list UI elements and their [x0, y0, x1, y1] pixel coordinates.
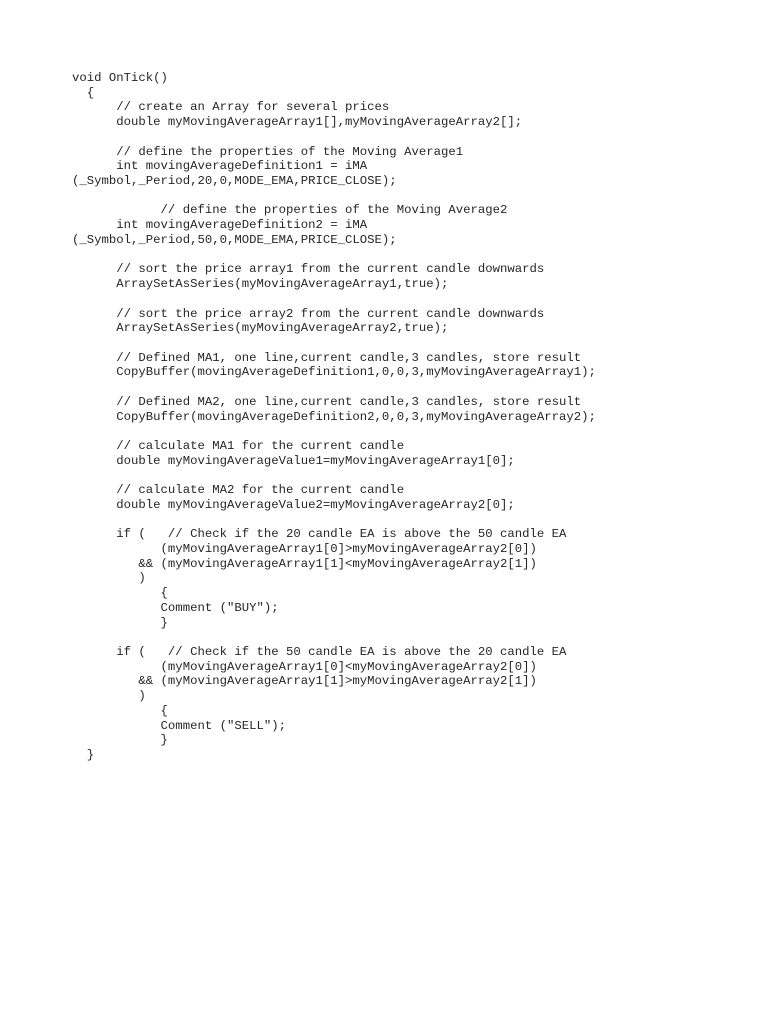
code-line: (_Symbol,_Period,50,0,MODE_EMA,PRICE_CLOSE);: [72, 232, 397, 247]
code-line: // sort the price array1 from the current candle downwards: [72, 262, 545, 277]
code-line: [72, 248, 596, 263]
code-line: [72, 513, 596, 528]
code-line: [72, 130, 596, 145]
code-line: && (myMovingAverageArray1[1]<myMovingAverageArray2[1]): [72, 556, 537, 571]
code-line: // calculate MA2 for the current candle: [72, 483, 405, 498]
code-line: }: [72, 733, 168, 748]
code-line: ArraySetAsSeries(myMovingAverageArray1,true);: [72, 277, 449, 292]
code-line: (_Symbol,_Period,20,0,MODE_EMA,PRICE_CLOSE);: [72, 174, 397, 189]
code-line: if ( // Check if the 50 candle EA is above the 20 candle EA: [72, 645, 567, 660]
code-line: Comment ("SELL");: [72, 718, 287, 733]
code-line: ): [72, 571, 146, 586]
code-line: void OnTick(): [72, 71, 168, 85]
code-line: [72, 468, 596, 483]
code-line: {: [72, 85, 95, 100]
code-line: // calculate MA1 for the current candle: [72, 438, 405, 453]
code-line: // define the properties of the Moving Average1: [72, 144, 464, 159]
code-line: (myMovingAverageArray1[0]>myMovingAverageArray2[0]): [72, 542, 537, 556]
code-line: [72, 380, 596, 395]
code-line: Comment ("BUY");: [72, 600, 279, 615]
code-line: ArraySetAsSeries(myMovingAverageArray2,true);: [72, 321, 449, 336]
code-line: {: [72, 586, 168, 601]
code-line: // define the properties of the Moving Average2: [72, 203, 508, 218]
code-line: double myMovingAverageValue2=myMovingAverageArray2[0];: [72, 497, 515, 512]
code-line: if ( // Check if the 20 candle EA is above the 50 candle EA: [72, 527, 567, 542]
code-listing: [72, 71, 596, 763]
code-line: int movingAverageDefinition1 = iMA: [72, 159, 368, 174]
code-line: (myMovingAverageArray1[0]<myMovingAverageArray2[0]): [72, 659, 537, 674]
code-line: [72, 336, 596, 351]
code-line: ): [72, 689, 146, 704]
code-line: && (myMovingAverageArray1[1]>myMovingAverageArray2[1]): [72, 674, 537, 689]
code-line: double myMovingAverageArray1[],myMovingAverageArray2[];: [72, 115, 523, 130]
code-line: // sort the price array2 from the current candle downwards: [72, 306, 545, 321]
code-line: [72, 630, 596, 645]
code-line: }: [72, 748, 95, 763]
code-line: [72, 292, 596, 307]
code-line: [72, 189, 596, 204]
code-line: }: [72, 615, 168, 630]
code-line: double myMovingAverageValue1=myMovingAverageArray1[0];: [72, 453, 515, 468]
code-line: int movingAverageDefinition2 = iMA: [72, 218, 368, 233]
code-line: CopyBuffer(movingAverageDefinition1,0,0,3,myMovingAverageArray1);: [72, 365, 596, 380]
code-line: {: [72, 703, 168, 718]
code-line: [72, 424, 596, 439]
code-line: // Defined MA2, one line,current candle,3 candles, store result: [72, 394, 582, 409]
code-line: // Defined MA1, one line,current candle,3 candles, store result: [72, 350, 582, 365]
code-line: CopyBuffer(movingAverageDefinition2,0,0,3,myMovingAverageArray2);: [72, 409, 596, 424]
code-line: // create an Array for several prices: [72, 100, 390, 115]
